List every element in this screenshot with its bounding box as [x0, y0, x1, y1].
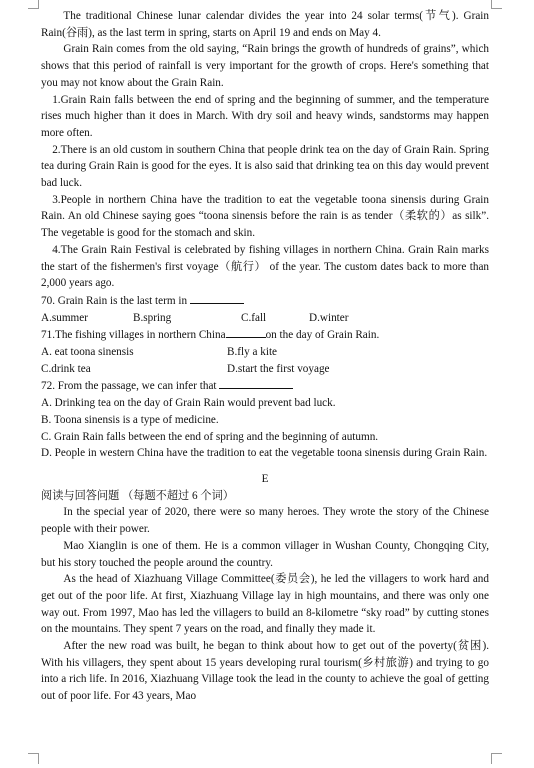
answer-blank[interactable] [226, 326, 266, 338]
option-a[interactable]: A. Drinking tea on the day of Grain Rain would prevent bad luck. [41, 397, 336, 410]
answer-blank[interactable] [190, 292, 244, 304]
section-letter: E [261, 472, 269, 485]
option-b[interactable]: B.fly a kite [227, 346, 278, 359]
passage-paragraph: In the special year of 2020, there were so many heroes. They wrote the story of the Chinese people with their power. [41, 506, 489, 536]
question-71-options-row2 [41, 361, 489, 378]
option-d[interactable]: D. People in western China have the tradition to eat the vegetable toona sinensis during Grain Rain. [41, 447, 488, 460]
option-a[interactable]: A. eat toona sinensis [41, 346, 134, 359]
section-title: 阅读与回答问题 （每题不超过 6 个词） [41, 489, 234, 502]
question-71-options-row1 [41, 344, 489, 361]
question-stem-end: on the day of Grain Rain. [265, 329, 380, 342]
option-b[interactable]: B. Toona sinensis is a type of medicine. [41, 413, 219, 426]
page-corner-mark [491, 0, 502, 9]
answer-blank[interactable] [219, 377, 293, 389]
question-70-options [41, 310, 489, 327]
passage-paragraph: 3.People in northern China have the tradition to eat the vegetable toona sinensis during Grain Rain. An old Chinese saying goes “toona sinensis before the rain is as tender（柔软的）as silk”. The vegetable is good for the stomach and skin. [41, 193, 489, 240]
page-corner-mark [491, 753, 502, 764]
passage-paragraph: The traditional Chinese lunar calendar divides the year into 24 solar terms(节气). Grain Rain(谷雨), as the last term in spring, starts on April 19 and ends on May 4. [41, 10, 489, 39]
passage-paragraph: As the head of Xiazhuang Village Committee(委员会), he led the villagers to work hard and get out of the poor life. At first, Xiazhuang Village lay in high mountains, and there was only one way out. From 1997, Mao has led the villagers to build an 8-kilometre “sky road” by cutting stones on the mountains. They spent 7 years on the road, and finally they made it. [41, 573, 489, 636]
question-72 [41, 377, 489, 395]
passage-paragraph: Mao Xianglin is one of them. He is a common villager in Wushan County, Chongqing City, but his story touched the people around the country. [41, 539, 489, 569]
passage-paragraph: After the new road was built, he began to think about how to get out of the poverty(贫困). With his villagers, they spent about 15 years developing rural tourism(乡村旅游) and trying to go into a rich life. In 2016, Xiazhuang Village took the lead in the county to achieve the goal of getting out of poor life. For 43 years, Mao [41, 640, 489, 703]
option-b[interactable]: B.spring [133, 311, 172, 324]
passage-paragraph: 2.There is an old custom in southern China that people drink tea on the day of Grain Rain. Spring tea during Grain Rain is good for the eyes. It is also said that drinking tea on this day would prevent bad luck. [41, 143, 489, 190]
option-d[interactable]: D.winter [309, 311, 349, 324]
passage-paragraph: 4.The Grain Rain Festival is celebrated by fishing villages in northern China. Grain Rain marks the start of the fishermen's first voyage（航行） of the year. The custom dates back to more than 2,000 years ago. [41, 243, 489, 290]
question-stem: 71.The fishing villages in northern China [41, 329, 226, 342]
page-content [41, 8, 489, 705]
option-a[interactable]: A.summer [41, 311, 88, 324]
passage-paragraph: 1.Grain Rain falls between the end of spring and the beginning of summer, and the temperature rises much higher than it does in March. With dry soil and heavy winds, sandstorms may happen more often. [41, 93, 489, 139]
question-71 [41, 326, 489, 344]
question-70 [41, 292, 489, 310]
option-c[interactable]: C. Grain Rain falls between the end of spring and the beginning of autumn. [41, 430, 379, 443]
question-stem: 70. Grain Rain is the last term in [41, 294, 188, 307]
option-c[interactable]: C.drink tea [41, 362, 91, 375]
option-c[interactable]: C.fall [241, 311, 267, 324]
passage-paragraph: Grain Rain comes from the old saying, “Rain brings the growth of hundreds of grains”, which shows that this period of rainfall is very important for the growth of crops. Here's something that you may not know about the Grain Rain. [41, 43, 489, 89]
page-corner-mark [28, 753, 39, 764]
option-d[interactable]: D.start the first voyage [227, 362, 330, 375]
question-stem: 72. From the passage, we can infer that [41, 380, 217, 393]
page-corner-mark [28, 0, 39, 9]
